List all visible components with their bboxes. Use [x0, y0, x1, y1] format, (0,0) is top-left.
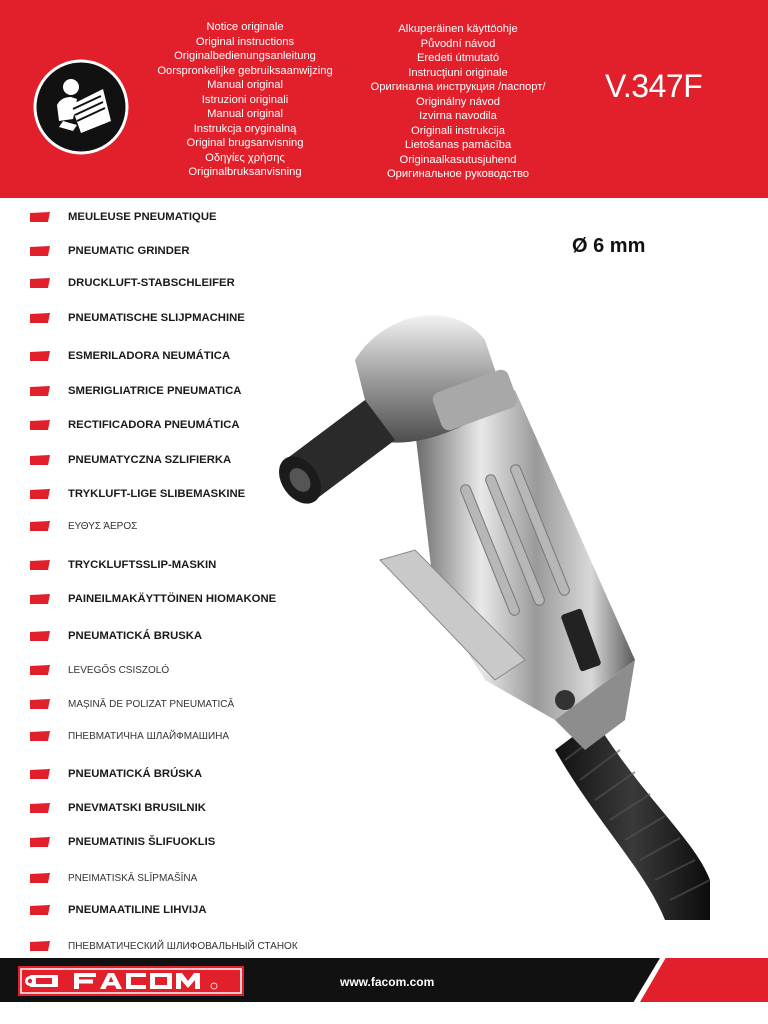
red-flag-icon — [30, 803, 50, 813]
red-flag-icon — [30, 731, 50, 741]
language-title: MAȘINĂ DE POLIZAT PNEUMATICĂ — [68, 698, 235, 710]
instruction-line: Alkuperäinen käyttöohje — [398, 23, 518, 35]
language-title: DRUCKLUFT-STABSCHLEIFER — [68, 277, 235, 289]
instruction-line: Оригинална инструкция /паспорт/ — [370, 81, 546, 93]
red-flag-icon — [30, 212, 50, 222]
language-row — [30, 310, 245, 326]
language-title: PNEUMAATILINE LIHVIJA — [68, 904, 207, 916]
language-title: TRYKLUFT-LIGE SLIBEMASKINE — [68, 488, 246, 500]
language-title: ΕΥΘΥΣ ΆΕΡΟΣ — [68, 520, 138, 532]
language-title: MEULEUSE PNEUMATIQUE — [68, 211, 217, 223]
red-flag-icon — [30, 489, 50, 499]
language-title: RECTIFICADORA PNEUMÁTICA — [68, 419, 240, 431]
language-row — [30, 209, 217, 225]
red-flag-icon — [30, 665, 50, 675]
red-flag-icon — [30, 837, 50, 847]
red-flag-icon — [30, 278, 50, 288]
red-flag-icon — [30, 905, 50, 915]
instruction-line: Original instructions — [195, 35, 295, 48]
instruction-line: Istruzioni originali — [201, 93, 289, 106]
language-title: PNEUMATINIS ŠLIFUOKLIS — [68, 836, 216, 848]
language-row — [30, 696, 234, 712]
language-title: ПНЕВМАТИЧЕСКИЙ ШЛИФОВАЛЬНЫЙ СТАНОК — [68, 940, 298, 952]
instruction-line: Notice originale — [206, 21, 284, 33]
language-title: PNEIMATISKĀ SLĪPMAŠĪNA — [68, 872, 198, 884]
instruction-line: Manual original — [207, 108, 283, 120]
language-title: ESMERILADORA NEUMÁTICA — [68, 350, 231, 362]
red-flag-icon — [30, 313, 50, 323]
language-row — [30, 938, 298, 954]
language-row — [30, 557, 216, 573]
language-row — [30, 728, 229, 744]
instruction-line: Originali instrukcija — [411, 124, 505, 137]
red-flag-icon — [30, 769, 50, 779]
language-title: PNEUMATIC GRINDER — [68, 245, 190, 257]
language-row — [30, 591, 276, 607]
collet-diameter: Ø 6 mm — [572, 235, 646, 257]
language-row — [30, 628, 202, 644]
instruction-line: Originalbruksanvisning — [188, 166, 302, 178]
language-row — [30, 243, 190, 259]
red-flag-icon — [30, 455, 50, 465]
instruction-line: Lietošanas pamācība — [404, 139, 512, 151]
language-row — [30, 834, 215, 850]
instruction-line: Instrucţiuni originale — [408, 66, 508, 79]
language-row — [30, 870, 197, 886]
language-row — [30, 662, 169, 678]
instruction-line: Оригинальное руководство — [386, 168, 529, 180]
language-title: PNEUMATICKÁ BRÚSKA — [68, 768, 203, 780]
pneumatic-angle-grinder-image — [265, 280, 710, 920]
language-title: PNEUMATYCZNA SZLIFIERKA — [68, 454, 232, 466]
instruction-line: Instrukcja oryginalną — [193, 122, 297, 135]
instruction-line: Οδηγίες χρήσης — [205, 151, 285, 164]
language-title: LEVEGŐS CSISZOLÓ — [68, 664, 170, 676]
red-flag-icon — [30, 420, 50, 430]
instruction-line: Originálny návod — [416, 95, 500, 108]
language-row — [30, 800, 206, 816]
red-flag-icon — [30, 594, 50, 604]
language-row — [30, 452, 231, 468]
language-title: SMERIGLIATRICE PNEUMATICA — [68, 385, 242, 397]
language-title: TRYCKLUFTSSLIP-MASKIN — [68, 559, 217, 571]
language-row — [30, 275, 235, 291]
instruction-line: Manual original — [207, 79, 283, 91]
read-manual-icon — [33, 59, 129, 155]
model-number: V.347F — [605, 68, 703, 104]
instruction-line: Eredeti útmutató — [416, 52, 500, 64]
instruction-line: Oorspronkelijke gebruiksaanwijzing — [157, 64, 333, 77]
instruction-line: Izvirna navodila — [419, 110, 497, 122]
red-flag-icon — [30, 521, 50, 531]
language-title: PNEUMATISCHE SLIJPMACHINE — [68, 312, 245, 324]
language-title: PAINEILMAKÄYTTÖINEN HIOMAKONE — [68, 593, 277, 605]
website-url[interactable]: www.facom.com — [340, 975, 435, 989]
language-row — [30, 417, 240, 433]
language-row — [30, 518, 137, 534]
red-flag-icon — [30, 246, 50, 256]
language-row — [30, 766, 202, 782]
facom-logo — [18, 966, 244, 996]
red-flag-icon — [30, 873, 50, 883]
language-title: PNEUMATICKÁ BRUSKA — [68, 630, 203, 642]
red-flag-icon — [30, 699, 50, 709]
red-flag-icon — [30, 560, 50, 570]
instructions-column-2 — [358, 22, 558, 182]
red-flag-icon — [30, 631, 50, 641]
footer-red-stripe — [640, 958, 768, 1002]
language-title: PNEVMATSKI BRUSILNIK — [68, 802, 206, 814]
red-flag-icon — [30, 386, 50, 396]
instruction-line: Original brugsanvisning — [186, 137, 304, 149]
language-title: ПНЕВМАТИЧНА ШЛАЙФМАШИНА — [68, 730, 230, 742]
language-row — [30, 902, 207, 918]
language-row — [30, 348, 230, 364]
language-row — [30, 383, 241, 399]
red-flag-icon — [30, 941, 50, 951]
instructions-column-1 — [150, 20, 340, 180]
instruction-line: Originalbedienungsanleitung — [174, 50, 316, 62]
header-banner — [0, 0, 768, 198]
instruction-line: Původní návod — [420, 37, 496, 50]
instruction-line: Originaalkasutusjuhend — [399, 153, 517, 166]
red-flag-icon — [30, 351, 50, 361]
language-row — [30, 486, 245, 502]
